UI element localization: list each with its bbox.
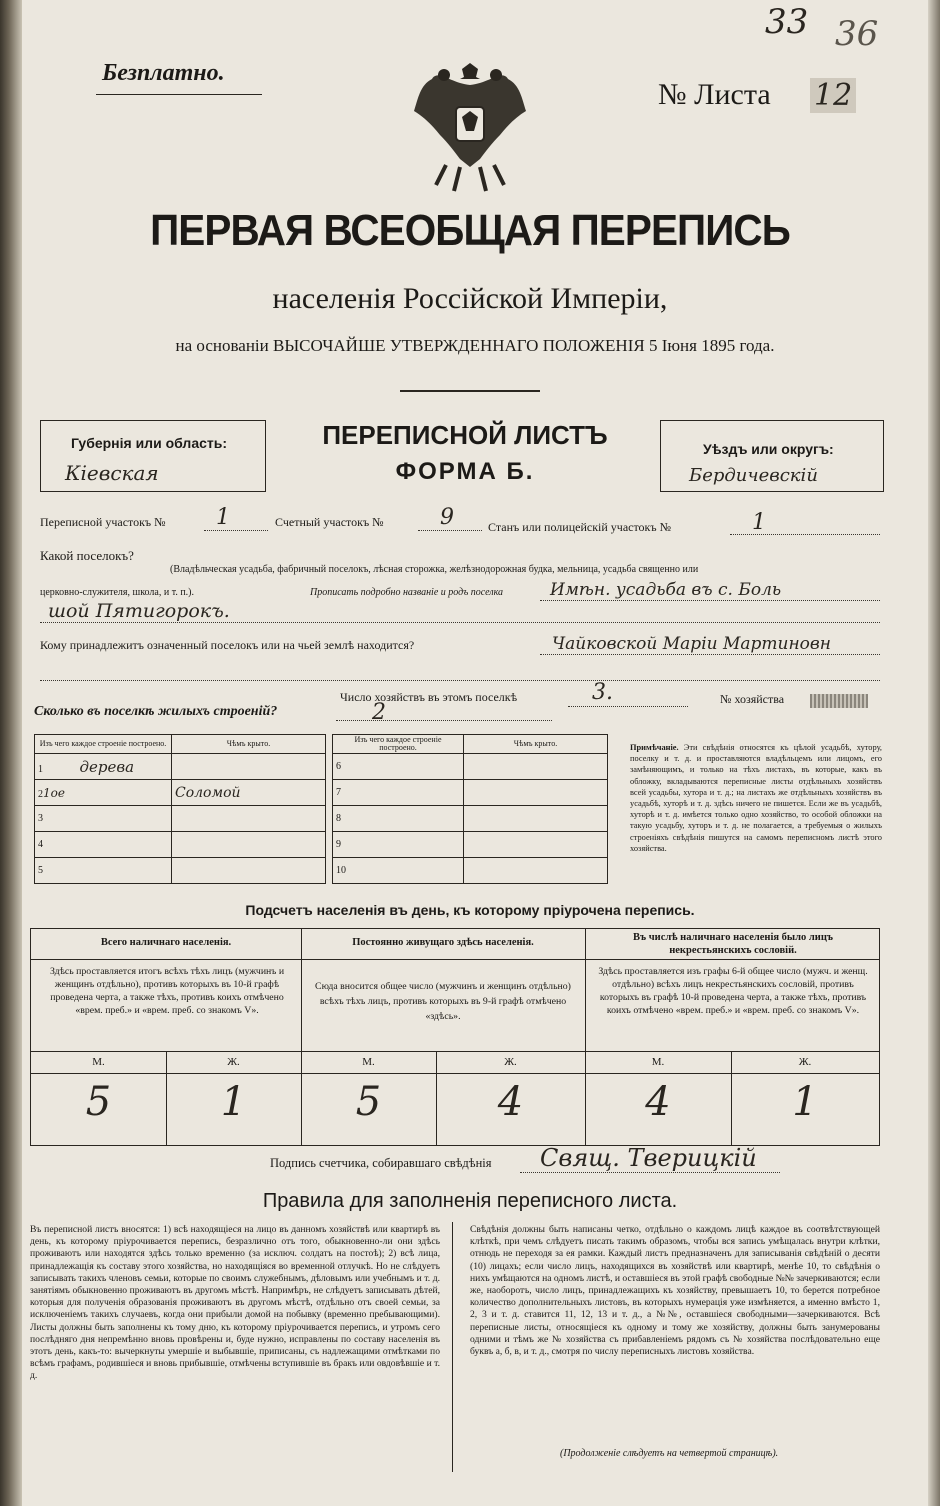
built-value: 1ое (43, 785, 65, 800)
building-row (333, 858, 608, 884)
free-label: Безплатно. (102, 60, 225, 86)
pop-col3-text: Здѣсь проставляется изъ графы 6-й общее число (мужч. и женщ. отдѣльно) всѣхъ лицъ некрестьянскихъ сословій, противъ которыхъ въ графѣ 10-й проведена черта, а также тѣхъ, противъ коихъ отмѣчено «врем. преб.» и «врем. преб. со знакомъ V». (598, 966, 868, 1016)
pop-f-label-2: Ж. (504, 1056, 517, 1068)
pop-f-label-1: Ж. (227, 1056, 240, 1068)
uezd-label: Уѣздъ или округъ: (703, 441, 834, 457)
building-row (35, 832, 326, 858)
stan-label: Станъ или полицейскій участокъ № (488, 520, 672, 534)
coat-of-arms-icon (410, 55, 530, 205)
pop-value-m1: 5 (85, 1079, 112, 1125)
settlement-value2: шой Пятигорокъ. (48, 600, 230, 622)
households-value: 3. (592, 680, 613, 705)
row-number: 6 (333, 754, 464, 780)
household-no-redacted (810, 694, 868, 708)
pop-m-label-3: М. (651, 1056, 665, 1068)
building-row (35, 806, 326, 832)
row-number: 3 (35, 806, 172, 832)
pop-value-f3: 1 (792, 1079, 818, 1125)
households-line (568, 706, 688, 707)
buildings-value: 2 (372, 700, 386, 725)
signature-label: Подпись счетчика, собиравшаго свѣдѣнія (270, 1156, 492, 1170)
buildings-table-left (34, 734, 326, 884)
corner-number-2: 36 (835, 14, 879, 54)
built-value: дерева (79, 757, 135, 776)
buildings-line (336, 720, 552, 721)
rules-heading: Правила для заполненія переписного листа. (262, 1190, 678, 1212)
pop-m-label-2: М. (362, 1056, 375, 1068)
col-built-header-2: Изъ чего каждое строеніе построено. (333, 735, 464, 754)
title-divider (400, 390, 540, 392)
uezd-box (660, 420, 884, 492)
settlement-instruction: Прописать подробно названіе и родъ поселка (310, 587, 504, 598)
count-area-line (418, 530, 482, 531)
settlement-value1: Имѣн. усадьба въ с. Боль (550, 580, 782, 600)
owner-line2 (40, 680, 880, 681)
bleed-through-left (300, 96, 390, 111)
pop-col1-title: Всего наличнаго населенія. (100, 937, 232, 948)
free-underline (96, 94, 262, 95)
settlement-line1 (540, 600, 880, 601)
rules-right-column: Свѣдѣнія должны быть написаны четко, отдѣльно о каждомъ лицѣ каждое въ соотвѣтствующей клѣткѣ, при чемъ слѣдуетъ писать такимъ образомъ, чтобы вся запись умѣщалась внутри клѣтки, отнюдь не переходя за ея рамки. Каждый листъ предназначенъ для записыванія свѣдѣній о десяти (10) лицахъ; если число лицъ, находящихся въ хозяйствѣ или квартирѣ, менѣе 10, то свѣдѣнія о нихъ умѣщаются на одномъ листѣ, и оставшіеся въ этой графѣ свободные №№ зачеркиваются; если же, наоборотъ, число лицъ, принадлежащихъ къ хозяйству, превышаетъ 10, то берется потребное количество дополнительныхъ листовъ, въ которыхъ нумерація уже измѣняется, а именно вмѣсто 1, 2, 3 и т. д. ставится 11, 12, 13 и т. д., а №№, оставшіеся свободными—зачеркиваются. Всѣ переписные листы, относящіеся къ одному и тому же хозяйству, должны быть занумерованы одними и тѣмъ же № хозяйства съ прибавленіемъ рядомъ съ № хозяйства послѣдовательно еще буквъ а, б, в, и т. д., смотря по числу переписныхъ листовъ хозяйства. (470, 1224, 880, 1358)
population-table (30, 928, 880, 1146)
page-right-edge (928, 0, 940, 1506)
pop-col2-title: Постоянно живущаго здѣсь населенія. (352, 937, 534, 948)
form-title-line2: ФОРМА Б. (395, 458, 535, 485)
census-area-label: Переписной участокъ № (40, 515, 166, 529)
stan-value: 1 (752, 510, 766, 535)
sheet-number-label: № Листа (658, 78, 771, 111)
roof-value: Соломой (175, 784, 241, 801)
pop-m-label-1: М. (92, 1056, 105, 1068)
gubernia-label: Губернія или область: (71, 435, 228, 451)
settlement-line2 (40, 622, 880, 623)
building-row (35, 780, 326, 806)
building-row (333, 806, 608, 832)
row-number: 1 (38, 763, 43, 775)
pop-hline-1 (31, 959, 879, 960)
note-block (630, 742, 882, 854)
row-number: 4 (35, 832, 172, 858)
form-title-line1: ПЕРЕПИСНОЙ ЛИСТЪ (322, 420, 608, 450)
census-area-value: 1 (216, 505, 230, 530)
pop-col3-title: Въ числѣ наличнаго населенія было лицъ некрестьянскихъ сословій. (632, 932, 834, 956)
owner-line (540, 654, 880, 655)
rules-continued: (Продолженіе слѣдуетъ на четвертой страницѣ). (560, 1448, 779, 1459)
building-row (333, 832, 608, 858)
note-text: Эти свѣдѣнія относятся къ цѣлой усадьбѣ, хутору, поселку и т. д. и проставляются владѣльцемъ или лицомъ, его замѣняющимъ, и только на тѣхъ листахъ, въ которые, какъ въ обложку, вкладываются переписные листы отдѣльныхъ хозяйствъ всей усадьбы, хутора и т. д.; на листахъ же отдѣльныхъ хозяйствъ въ усадьбѣ, хуторѣ и т. д. здѣсь ничего не пишется. Если же въ усадьбѣ, хуторѣ и т. д. имѣется только одно хозяйство, то особой обложки на такую усадьбу, хуторъ и т. д. не полагается, а требуемыя о жилыхъ строеніяхъ свѣдѣнія пишутся на самомъ переписномъ листѣ этого хозяйства. (630, 743, 883, 853)
row-number: 7 (333, 780, 464, 806)
col-built-header: Изъ чего каждое строеніе построено. (35, 735, 172, 754)
rules-left-column: Въ переписной листъ вносятся: 1) всѣ находящіеся на лицо въ данномъ хозяйствѣ или квартирѣ въ день, къ которому пріурочивается перепись, безразлично отъ того, обыкновенно-ли они здѣсь проживаютъ или находятся здѣсь только временно (за исключ. солдатъ на постоѣ); 2) всѣ лица, принадлежащія къ составу этого хозяйства, но находящіяся во временной отлучкѣ. Но не слѣдуетъ записывать такихъ членовъ семьи, которые по своимъ служебнымъ, дѣловымъ или учебнымъ и т. д. занятіямъ обыкновенно проживаютъ въ другомъ мѣстѣ. Напримѣръ, не слѣдуетъ записывать дѣтей, которыя для полученія образованія проживаютъ въ другомъ мѣстѣ, отдѣльно отъ своей семьи, за исключеніемъ такихъ случаевъ, когда они прибыли домой на побывку (временно пребывающими). Листы должны быть заполнены къ тому дню, къ которому пріурочивается перепись, и утромъ сего послѣдняго дня непремѣнно вновь провѣрены и, буде нужно, исправлены по составу населенія въ этотъ день, какъ-то: вычеркнуты умершіе и выбывшіе, приписаны, съ надлежащими отмѣтками по всѣмъ графамъ, родившіеся и вновь прибывшіе, отмѣчены вступившіе въ бракъ или овдовѣвшіе и т. д. (30, 1224, 440, 1382)
owner-question: Кому принадлежитъ означенный поселокъ или на чьей землѣ находится? (40, 638, 415, 652)
pop-f-label-3: Ж. (798, 1056, 812, 1068)
building-row (35, 754, 326, 780)
subtitle: населенія Россійской Имперіи, (272, 282, 668, 315)
building-row (333, 754, 608, 780)
pop-hline-2 (31, 1051, 879, 1052)
signature-line (520, 1172, 780, 1173)
household-no-label: № хозяйства (720, 692, 785, 706)
owner-value: Чайковской Маріи Мартиновн (552, 634, 831, 654)
pop-col1-text: Здѣсь проставляется итогъ всѣхъ тѣхъ лицъ (мужчинъ и женщинъ отдѣльно), противъ которыхъ въ 10-й графѣ проведена черта, а также тѣхъ, противъ коихъ отмѣчено «врем. преб.» и «врем. преб. со знакомъ V». (49, 966, 285, 1016)
roof-value (172, 754, 326, 780)
page-left-edge (0, 0, 22, 1506)
gubernia-box (40, 420, 266, 492)
population-heading: Подсчетъ населенія въ день, къ которому пріурочена перепись. (245, 902, 695, 918)
corner-number-1: 33 (765, 2, 809, 42)
pop-col2-text: Сюда вносится общее число (мужчинъ и женщинъ отдѣльно) всѣхъ тѣхъ лицъ, противъ которыхъ въ 9-й графѣ отмѣчено «здѣсь». (315, 981, 571, 1022)
count-area-value: 9 (440, 505, 454, 530)
building-row (35, 858, 326, 884)
settlement-hint1: (Владѣльческая усадьба, фабричный поселокъ, лѣсная сторожка, желѣзнодорожная будка, мельница, усадьба священно или (170, 564, 699, 575)
sheet-number-value: 12 (810, 78, 856, 113)
pop-value-m3: 4 (645, 1079, 671, 1125)
rules-divider (452, 1222, 453, 1472)
gubernia-value: Кіевская (65, 461, 159, 485)
col-roof-header: Чѣмъ крыто. (172, 735, 326, 754)
settlement-question: Какой поселокъ? (40, 548, 134, 563)
buildings-table-right (332, 734, 608, 884)
uezd-value: Бердичевскiй (689, 465, 818, 486)
row-number: 10 (333, 858, 464, 884)
row-number: 8 (333, 806, 464, 832)
settlement-hint2: церковно-служителя, школа, и т. п.). (40, 587, 194, 598)
pop-value-f1: 1 (220, 1079, 247, 1125)
households-label: Число хозяйствъ въ этомъ поселкѣ (340, 690, 518, 704)
pop-value-m2: 5 (355, 1079, 382, 1125)
row-number: 2 (38, 788, 43, 800)
buildings-label: Сколько въ поселкѣ жилыхъ строеній? (34, 704, 278, 719)
basis-line: на основаніи ВЫСОЧАЙШЕ УТВЕРЖДЕННАГО ПОЛОЖЕНІЯ 5 Іюня 1895 года. (175, 336, 775, 355)
count-area-label: Счетный участокъ № (275, 515, 384, 529)
building-row (333, 780, 608, 806)
row-number: 9 (333, 832, 464, 858)
pop-value-f2: 4 (497, 1079, 524, 1125)
main-title: ПЕРВАЯ ВСЕОБЩАЯ ПЕРЕПИСЬ (150, 206, 790, 255)
row-number: 5 (35, 858, 172, 884)
census-area-line (204, 530, 268, 531)
signature-value: Свящ. Тверицкій (540, 1144, 757, 1172)
note-label: Примѣчаніе. (630, 743, 679, 752)
pop-hline-3 (31, 1073, 879, 1074)
col-roof-header-2: Чѣмъ крыто. (464, 735, 608, 754)
